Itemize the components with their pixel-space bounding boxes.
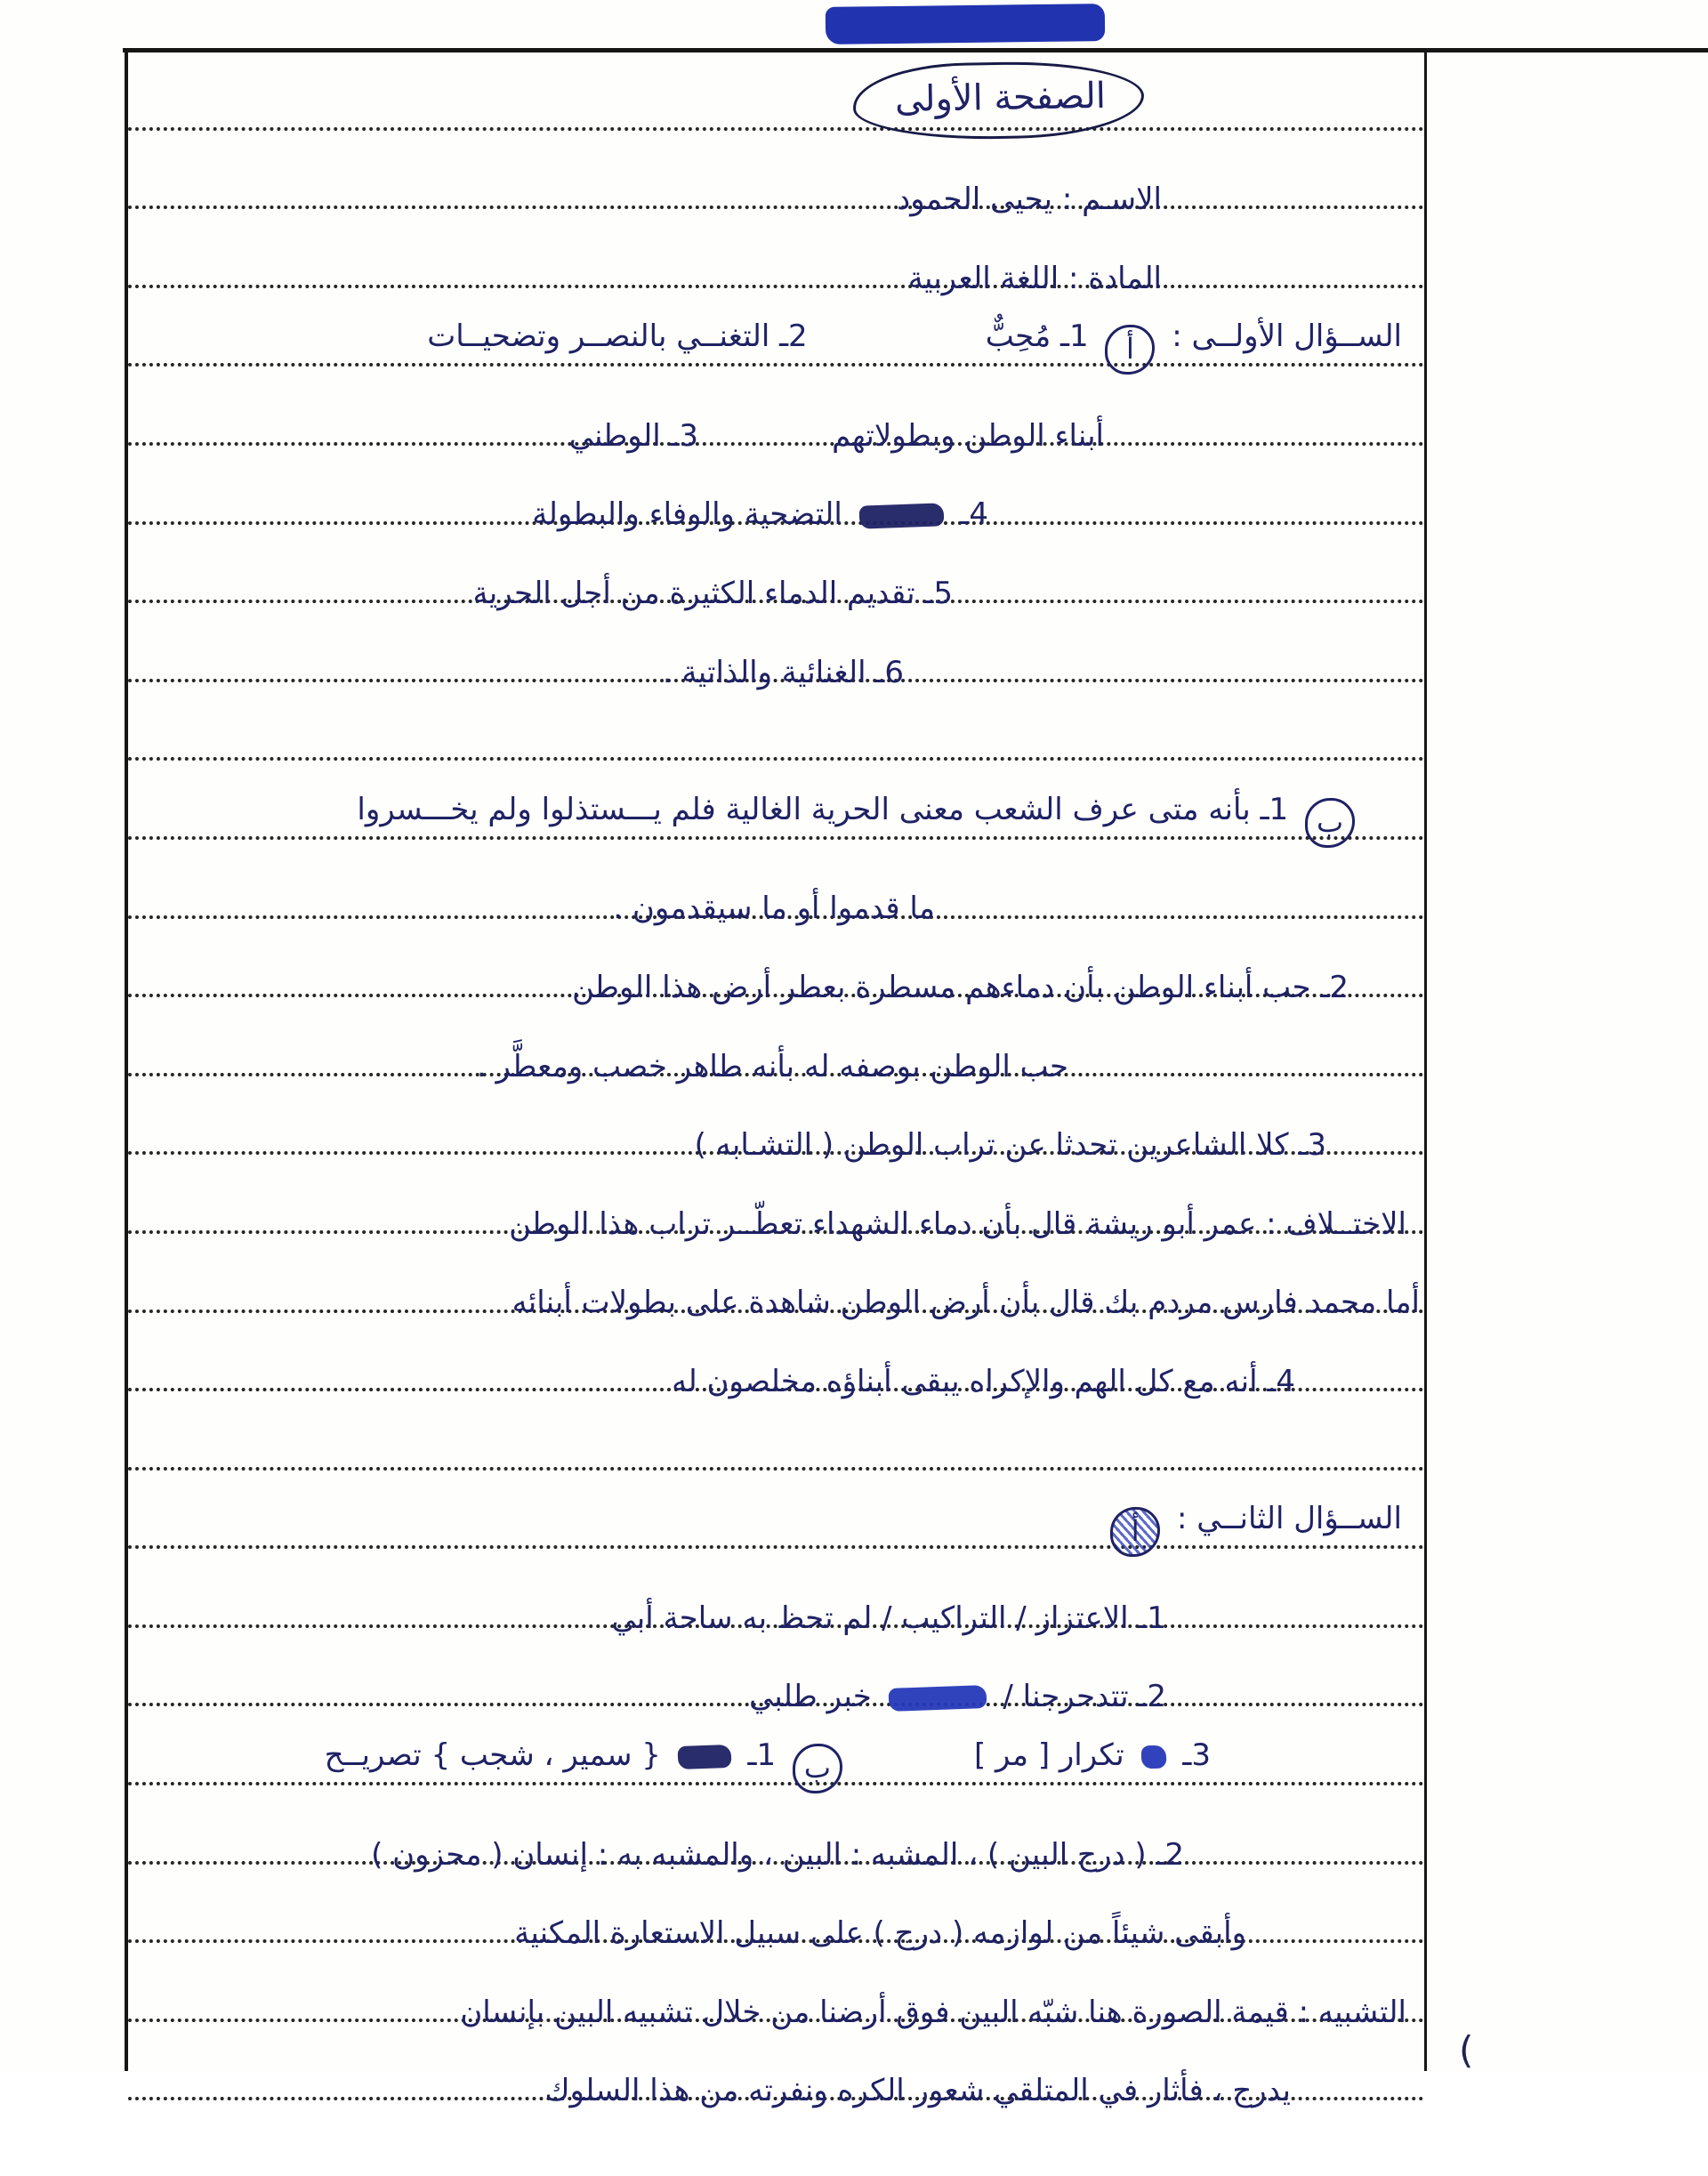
spacer	[808, 337, 986, 338]
text-segment: المادة : اللغة العربية	[907, 260, 1162, 296]
page-title-cloud: الصفحة الأولى	[852, 60, 1144, 141]
text-segment: 5ـ تقديم الدماء الكثيرة من أجل الحرية	[472, 576, 953, 612]
handwritten-line	[128, 1076, 1424, 1164]
handwritten-line	[128, 2100, 1424, 2176]
handwritten-line	[128, 1391, 1424, 1471]
handwritten-line	[128, 209, 1424, 296]
spacer	[850, 1756, 974, 1757]
handwritten-line	[128, 603, 1424, 690]
handwritten-line	[128, 52, 1424, 131]
circled-letter: ب	[793, 1744, 842, 1793]
text-segment: الســؤال الأولــى :	[1162, 318, 1402, 355]
text-segment: 3ـ	[1172, 1737, 1211, 1774]
handwritten-line	[128, 1865, 1424, 1952]
handwritten-line	[128, 1785, 1424, 1873]
circled-letter-scribbled: أ	[1110, 1507, 1160, 1557]
handwritten-line	[128, 1313, 1424, 1399]
handwritten-line	[128, 288, 1424, 367]
handwritten-line	[128, 1628, 1424, 1715]
circled-letter: ب	[1305, 798, 1355, 848]
text-segment: أما محمد فارس مردم بك قال بأن أرض الوطن شاهدة على بطولات أبنائه	[512, 1285, 1420, 1321]
text-segment: التشبيه : قيمة الصورة هنا شبّه البين فوق أرضنا من خلال تشبيه البين بإنسان	[460, 1994, 1406, 2030]
text-segment: 2ـ تتدحرجنا /	[993, 1679, 1166, 1715]
text-segment: 2ـ التغنــي بالنصــر وتضحيــات	[427, 318, 808, 355]
text-segment: أبناء الوطن وبطولاتهم	[832, 417, 1104, 454]
text-segment: 2ـ حب أبناء الوطن بأن دماءهم مسطرة بعطر أرض هذا الوطن	[572, 970, 1349, 1006]
handwritten-line	[128, 131, 1424, 218]
handwritten-line	[128, 2022, 1424, 2109]
text-segment: 3ـ كلا الشاعرين تحدثا عن تراب الوطن ( التشـابه )	[694, 1127, 1326, 1164]
handwritten-line	[128, 446, 1424, 533]
answer-sheet-box	[125, 52, 1427, 2109]
text-segment: { سمير ، شجب } تصريــح	[324, 1737, 671, 1774]
ink-scribble	[677, 1745, 731, 1769]
text-segment: 4ـ أنه مع كل الهم والإكراه يبقى أبناؤه مخلصون له	[672, 1364, 1295, 1399]
text-segment: 2ـ ( درج البين ) ، المشبه : البين ، والمشبه به : إنسان ( محزون )	[371, 1836, 1184, 1873]
text-segment: 3ـ الوطني	[568, 417, 699, 454]
text-segment: التضحية والوفاء والبطولة	[532, 496, 852, 533]
text-segment: خبر طلبي	[748, 1679, 882, 1715]
handwritten-line	[128, 367, 1424, 454]
spacer	[698, 437, 832, 438]
handwritten-line	[128, 1471, 1424, 1550]
text-segment: تكرار [ مر ]	[973, 1737, 1134, 1774]
handwritten-line	[128, 1549, 1424, 1636]
ink-scribble	[1140, 1745, 1166, 1769]
redacted-name-bar	[826, 4, 1105, 44]
text-segment: 6ـ الغنائية والذاتية .	[662, 654, 904, 690]
handwritten-line	[128, 997, 1424, 1084]
handwritten-line	[128, 919, 1424, 1006]
handwritten-line	[128, 761, 1424, 840]
text-segment: ما قدموا أو ما سيقدمون .	[613, 891, 935, 927]
handwritten-line	[128, 525, 1424, 612]
handwriting-text	[66, 62, 1424, 139]
text-segment: الاختــلاف : عمر أبو ريشة قال بأن دماء الشهداء تعطّــر تراب هذا الوطن	[509, 1205, 1406, 1242]
text-segment: 1ـ مُحِبٌّ	[985, 318, 1099, 355]
text-segment: 1ـ بأنه متى عرف الشعب معنى الحرية الغالية فلم يـــستذلوا ولم يخـــسروا	[357, 791, 1298, 827]
text-segment: وأبقى شيئاً من لوازمه ( درج ) على سبيل الاستعارة المكنية	[514, 1915, 1246, 1952]
handwritten-line	[128, 1706, 1424, 1785]
handwritten-line	[128, 1155, 1424, 1242]
text-segment: الســؤال الثانــي :	[1167, 1501, 1402, 1537]
text-segment: حب الوطن بوصفه له بأنه طاهر خصب ومعطَّر .	[476, 1048, 1068, 1084]
circled-letter: أ	[1105, 325, 1155, 375]
sheet-rows	[128, 52, 1424, 2176]
handwritten-line	[128, 1943, 1424, 2030]
text-segment: 4ـ	[950, 496, 988, 533]
text-segment: الاسـم : يحيى الحمود	[897, 181, 1162, 218]
text-segment: 1ـ الاعتزاز / التراكيب / لم تحظ به ساحة أبي	[611, 1600, 1166, 1636]
text-segment: يدرج ، فأثار في المتلقي شعور الكره ونفرته من هذا السلوك	[544, 2073, 1291, 2109]
handwritten-line	[128, 840, 1424, 927]
handwritten-line	[128, 682, 1424, 762]
handwritten-line	[128, 1234, 1424, 1321]
text-segment: 1ـ	[737, 1737, 786, 1774]
stray-mark: (	[1459, 2028, 1474, 2072]
